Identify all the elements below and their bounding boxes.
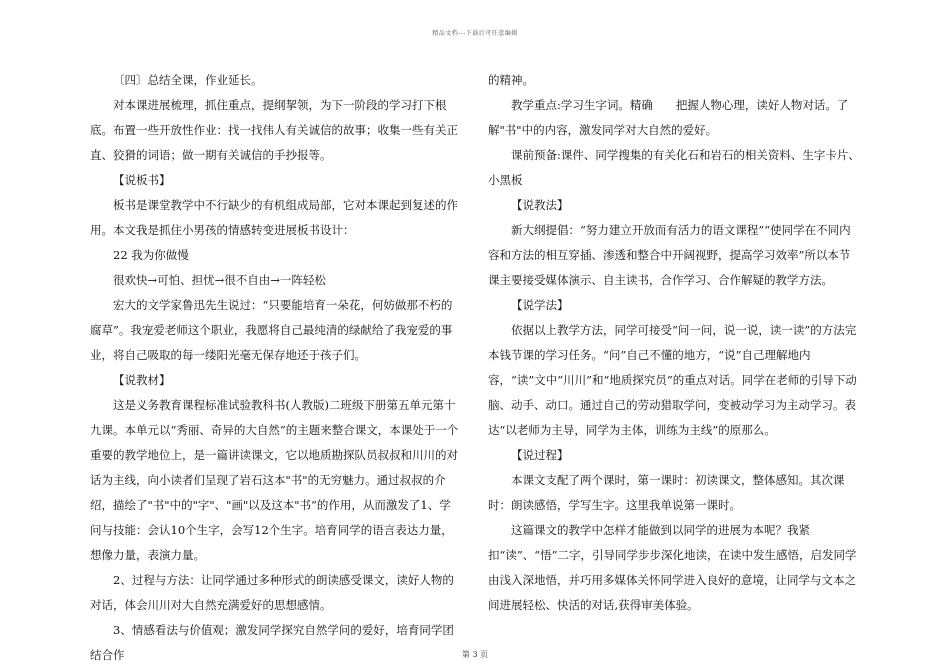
section-heading: 【说教法】	[511, 198, 569, 212]
right-column	[488, 68, 860, 618]
paragraph: 对本课进展梳理，抓住重点，提纲挈领，为下一阶段的学习打下根底。布置一些开放性作业：找一找伟人有关诚信的故事；收集一些有关正直、狡猾的词语；做一期有关诚信的手抄报等。	[90, 98, 458, 162]
paragraph: 2、过程与方法：让同学通过多种形式的朗读感受课文，读好人物的对话，体会川川对大自然充满爱好的思想感情。	[90, 573, 454, 612]
paragraph: 依据以上教学方法，同学可接受“问一问，说一说，读一读”的方法完本钱节课的学习任务。“问”自己不懂的地方，“说”自己理解地内容，“读”文中“川川”和“地质探究员”的重点对话。同学在老师的引导下动脑、动手、动口。通过自己的劳动猎取学问，变被动学习为主动学习。表达“以老师为主导，同学为主体，训练为主线”的原那么。	[488, 323, 857, 437]
paragraph: 课前预备:课件、同学搜集的有关化石和岩石的相关资料、生字卡片、小黑板	[488, 148, 860, 187]
paragraph: 板书是课堂教学中不行缺少的有机组成局部，它对本课起到复述的作用。本文我是抓住小男孩的情感转变进展板书设计：	[90, 198, 458, 237]
section-heading: 【说板书】	[113, 173, 171, 187]
paragraph: 这篇课文的教学中怎样才能做到以同学的进展为本呢？我紧扣“读”、“悟”二字，引导同学步步深化地读，在读中发生感悟，启发同学由浅入深地悟，并巧用多媒体关怀同学进入良好的意境，让同学与文本之间进展轻松、快活的对话,获得审美体验。	[488, 523, 857, 612]
paragraph: 这是义务教育课程标准试验教科书(人教版)二班级下册第五单元第十九课。本单元以“秀丽、奇异的大自然”的主题来整合课文，本课处于一个重要的教学地位上，是一篇讲读课文，它以地质勘探队员叔叔和川川的对话为主线，向小读者们呈现了岩石这本"书"的无穷魅力。通过叔叔的介绍，描绘了"书"中的"字"、"画"以及这本"书“的作用，从而激发了1、学问与技能：会认10个生字，会写12个生字。培育同学的语言表达力量，想像力量，表演力量。	[90, 398, 459, 562]
page-header: 精品文档---下载后可任意编辑	[432, 30, 518, 37]
paragraph: 教学重点:学习生字词。精确 把握人物心理，读好人物对话。了解"书"中的内容，激发同学对大自然的爱好。	[488, 98, 849, 137]
paragraph: 〔四〕总结全课，作业延长。	[113, 73, 263, 87]
board-title: 22 我为你做慢	[113, 248, 189, 262]
section-heading: 【说教材】	[113, 373, 171, 387]
board-flow: 很欢快→可怕、担忧→很不自由→一阵轻松	[113, 273, 326, 287]
paragraph: 宏大的文学家鲁迅先生说过：“只要能培育一朵花，何妨做那不朽的腐草”。我宠爱老师这个职业，我愿将自己最纯清的绿献给了我宠爱的事业，将自己吸取的每一缕阳光毫无保存地还于孩子们。	[90, 298, 453, 362]
paragraph: 的精神。	[488, 73, 534, 87]
paragraph: 3、情感看法与价值观；激发同学探究自然学问的爱好，培育同学团结合作	[90, 623, 454, 662]
section-heading: 【说过程】	[511, 448, 569, 462]
page-number: 第 3 页	[461, 650, 489, 659]
left-column	[90, 68, 462, 668]
paragraph: 本课文支配了两个课时，第一课时：初读课文，整体感知。其次课时：朗读感悟，学写生字。这里我单说第一课时。	[488, 473, 845, 512]
paragraph: 新大纲提倡：“努力建立开放而有活力的语文课程”“使同学在不同内容和方法的相互穿插、渗透和整合中开阔视野，提高学习效率”所以本节课主要接受媒体演示、自主读书，合作学习、合作解疑的教学方法。	[488, 223, 851, 287]
section-heading: 【说学法】	[511, 298, 569, 312]
